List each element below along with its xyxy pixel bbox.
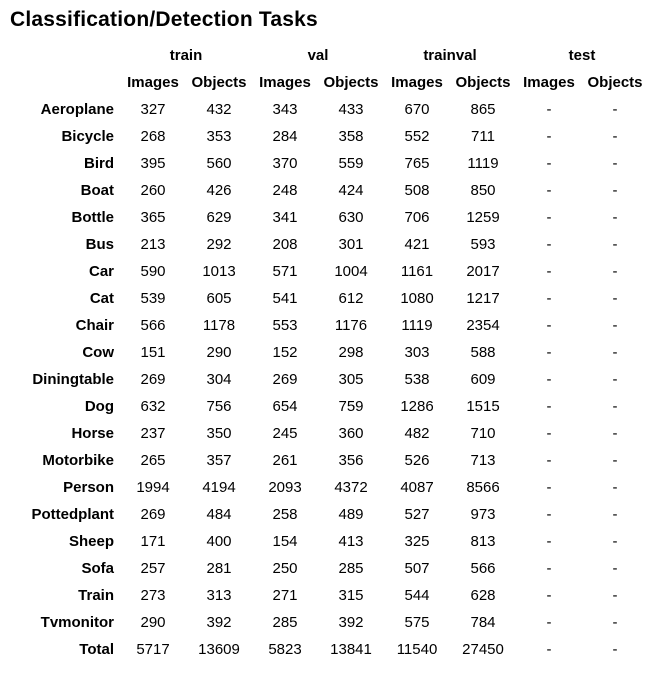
table-row (8, 528, 648, 555)
cell-value: - (612, 641, 618, 658)
row-label: Sheep (68, 533, 114, 550)
cell-value: - (612, 533, 618, 550)
cell-value: - (612, 209, 618, 226)
cell-value: - (546, 290, 552, 307)
cell-value: 566 (140, 317, 166, 334)
cell-value: 356 (338, 452, 364, 469)
subheader-train-objects: Objects (191, 74, 247, 91)
total-row (8, 636, 648, 663)
cell-value: 5717 (136, 641, 170, 658)
cell-value: 2017 (466, 263, 500, 280)
cell-value: 248 (272, 182, 298, 199)
cell-value: 560 (206, 155, 232, 172)
group-header-test: test (568, 47, 596, 64)
cell-value: 628 (470, 587, 496, 604)
cell-value: 269 (272, 371, 298, 388)
table-row (8, 393, 648, 420)
table-row (8, 204, 648, 231)
group-header-row (8, 42, 648, 69)
cell-value: 526 (404, 452, 430, 469)
cell-value: 432 (206, 101, 232, 118)
cell-value: 305 (338, 371, 364, 388)
cell-value: 343 (272, 101, 298, 118)
cell-value: 507 (404, 560, 430, 577)
cell-value: 973 (470, 506, 496, 523)
row-label: Tvmonitor (40, 614, 114, 631)
table-row (8, 150, 648, 177)
cell-value: 27450 (462, 641, 504, 658)
cell-value: - (612, 506, 618, 523)
row-label: Pottedplant (31, 506, 114, 523)
cell-value: 4372 (334, 479, 368, 496)
cell-value: 152 (272, 344, 298, 361)
row-label: Diningtable (32, 371, 114, 388)
cell-value: 850 (470, 182, 496, 199)
cell-value: 301 (338, 236, 364, 253)
table-row (8, 582, 648, 609)
table-row (8, 231, 648, 258)
table-row (8, 96, 648, 123)
row-label: Train (78, 587, 114, 604)
cell-value: 1161 (400, 263, 434, 280)
cell-value: 290 (206, 344, 232, 361)
row-label: Aeroplane (40, 101, 114, 118)
cell-value: 552 (404, 128, 430, 145)
cell-value: 484 (206, 506, 232, 523)
cell-value: - (546, 263, 552, 280)
cell-value: - (612, 398, 618, 415)
cell-value: - (612, 344, 618, 361)
row-label: Bird (84, 155, 114, 172)
cell-value: - (546, 587, 552, 604)
cell-value: 1004 (334, 263, 368, 280)
cell-value: 285 (272, 614, 298, 631)
cell-value: 710 (470, 425, 496, 442)
cell-value: 609 (470, 371, 496, 388)
row-label: Boat (80, 182, 114, 199)
cell-value: 575 (404, 614, 430, 631)
row-label: Sofa (81, 560, 114, 577)
cell-value: - (546, 182, 552, 199)
table-row (8, 420, 648, 447)
cell-value: - (546, 128, 552, 145)
cell-value: - (546, 101, 552, 118)
cell-value: 424 (338, 182, 364, 199)
cell-value: - (612, 182, 618, 199)
cell-value: 151 (140, 344, 166, 361)
table-row (8, 609, 648, 636)
subheader-trainval-images: Images (391, 74, 443, 91)
cell-value: - (546, 533, 552, 550)
cell-value: 2354 (466, 317, 500, 334)
cell-value: 482 (404, 425, 430, 442)
cell-value: 350 (206, 425, 232, 442)
cell-value: 706 (404, 209, 430, 226)
table-row (8, 555, 648, 582)
cell-value: - (612, 317, 618, 334)
cell-value: - (546, 506, 552, 523)
cell-value: - (546, 425, 552, 442)
table-row (8, 447, 648, 474)
cell-value: 4194 (202, 479, 236, 496)
cell-value: 365 (140, 209, 166, 226)
subheader-val-objects: Objects (323, 74, 379, 91)
cell-value: 261 (272, 452, 298, 469)
cell-value: - (546, 344, 552, 361)
cell-value: 353 (206, 128, 232, 145)
cell-value: 433 (338, 101, 364, 118)
cell-value: - (546, 641, 552, 658)
cell-value: 13841 (330, 641, 372, 658)
cell-value: 629 (206, 209, 232, 226)
cell-value: 273 (140, 587, 166, 604)
cell-value: - (546, 398, 552, 415)
cell-value: 1217 (466, 290, 500, 307)
table-body (8, 96, 648, 663)
cell-value: 632 (140, 398, 166, 415)
cell-value: - (546, 371, 552, 388)
cell-value: 421 (404, 236, 430, 253)
cell-value: 341 (272, 209, 298, 226)
cell-value: 313 (206, 587, 232, 604)
cell-value: 1119 (401, 317, 433, 334)
subheader-trainval-objects: Objects (455, 74, 511, 91)
cell-value: 1994 (136, 479, 170, 496)
cell-value: 13609 (198, 641, 240, 658)
subheader-row (8, 69, 648, 96)
subheader-train-images: Images (127, 74, 179, 91)
cell-value: 370 (272, 155, 298, 172)
row-label: Cat (89, 290, 114, 307)
cell-value: 670 (404, 101, 430, 118)
subheader-val-images: Images (259, 74, 311, 91)
cell-value: 759 (338, 398, 364, 415)
table-row (8, 339, 648, 366)
subheader-test-images: Images (523, 74, 575, 91)
cell-value: - (612, 452, 618, 469)
cell-value: - (612, 290, 618, 307)
cell-value: - (612, 587, 618, 604)
cell-value: 154 (272, 533, 298, 550)
cell-value: 357 (206, 452, 232, 469)
cell-value: 284 (272, 128, 298, 145)
cell-value: 2093 (268, 479, 302, 496)
cell-value: 865 (470, 101, 496, 118)
corner-cell (8, 42, 120, 69)
cell-value: - (546, 479, 552, 496)
cell-value: 1080 (400, 290, 434, 307)
cell-value: 5823 (268, 641, 302, 658)
cell-value: - (612, 236, 618, 253)
group-header-val: val (307, 47, 329, 64)
cell-value: - (612, 425, 618, 442)
cell-value: 566 (470, 560, 496, 577)
cell-value: 612 (338, 290, 364, 307)
cell-value: 1178 (202, 317, 236, 334)
cell-value: 8566 (466, 479, 500, 496)
table-row (8, 501, 648, 528)
cell-value: - (612, 614, 618, 631)
cell-value: 571 (272, 263, 298, 280)
cell-value: 711 (471, 128, 495, 145)
cell-value: - (612, 479, 618, 496)
row-label: Bicycle (61, 128, 114, 145)
cell-value: 413 (338, 533, 364, 550)
cell-value: 559 (338, 155, 364, 172)
cell-value: 304 (206, 371, 232, 388)
group-header-train: train (169, 47, 203, 64)
cell-value: 268 (140, 128, 166, 145)
cell-value: 630 (338, 209, 364, 226)
table-head (8, 42, 648, 96)
subheader-test-objects: Objects (587, 74, 643, 91)
cell-value: 303 (404, 344, 430, 361)
row-label: Car (88, 263, 114, 280)
cell-value: 1286 (400, 398, 434, 415)
cell-value: - (612, 371, 618, 388)
cell-value: - (546, 560, 552, 577)
page-title: Classification/Detection Tasks (10, 8, 318, 31)
cell-value: 260 (140, 182, 166, 199)
row-label: Chair (75, 317, 114, 334)
corner-cell (8, 69, 120, 96)
cell-value: - (612, 155, 618, 172)
cell-value: 11540 (396, 641, 438, 658)
cell-value: 285 (338, 560, 364, 577)
cell-value: 271 (272, 587, 298, 604)
cell-value: 1515 (466, 398, 500, 415)
cell-value: 713 (470, 452, 496, 469)
cell-value: 544 (404, 587, 430, 604)
table-row (8, 474, 648, 501)
cell-value: 590 (140, 263, 166, 280)
cell-value: 400 (206, 533, 232, 550)
cell-value: 392 (338, 614, 364, 631)
cell-value: - (546, 452, 552, 469)
cell-value: 756 (206, 398, 232, 415)
cell-value: 325 (404, 533, 430, 550)
table-row (8, 366, 648, 393)
dataset-stats-table (8, 42, 648, 663)
table-row (8, 177, 648, 204)
cell-value: 290 (140, 614, 166, 631)
cell-value: - (612, 263, 618, 280)
cell-value: 765 (404, 155, 430, 172)
cell-value: 208 (272, 236, 298, 253)
cell-value: 605 (206, 290, 232, 307)
cell-value: - (612, 101, 618, 118)
cell-value: 392 (206, 614, 232, 631)
cell-value: 360 (338, 425, 364, 442)
cell-value: 298 (338, 344, 364, 361)
cell-value: 327 (140, 101, 166, 118)
table-row (8, 312, 648, 339)
table-row (8, 123, 648, 150)
row-label: Bottle (71, 209, 114, 226)
row-label: Horse (71, 425, 114, 442)
cell-value: - (546, 317, 552, 334)
cell-value: 257 (140, 560, 166, 577)
cell-value: 245 (272, 425, 298, 442)
cell-value: 269 (140, 371, 166, 388)
cell-value: 1176 (334, 317, 368, 334)
cell-value: 1119 (467, 155, 499, 172)
cell-value: 588 (470, 344, 496, 361)
cell-value: 541 (272, 290, 298, 307)
cell-value: 813 (470, 533, 496, 550)
cell-value: 315 (338, 587, 364, 604)
row-label: Motorbike (42, 452, 114, 469)
cell-value: 1013 (202, 263, 236, 280)
cell-value: 489 (338, 506, 364, 523)
cell-value: - (612, 560, 618, 577)
cell-value: - (546, 236, 552, 253)
cell-value: 213 (140, 236, 166, 253)
cell-value: 358 (338, 128, 364, 145)
cell-value: - (546, 614, 552, 631)
cell-value: 654 (272, 398, 298, 415)
table-row (8, 285, 648, 312)
cell-value: 553 (272, 317, 298, 334)
cell-value: 593 (470, 236, 496, 253)
cell-value: 508 (404, 182, 430, 199)
cell-value: 258 (272, 506, 298, 523)
row-label: Person (63, 479, 114, 496)
cell-value: 4087 (400, 479, 434, 496)
cell-value: 539 (140, 290, 166, 307)
cell-value: 395 (140, 155, 166, 172)
row-label: Dog (84, 398, 114, 415)
cell-value: 1259 (466, 209, 500, 226)
cell-value: 426 (206, 182, 232, 199)
cell-value: 281 (206, 560, 232, 577)
cell-value: 538 (404, 371, 430, 388)
cell-value: 265 (140, 452, 166, 469)
cell-value: - (546, 155, 552, 172)
table-row (8, 258, 648, 285)
row-label: Total (79, 641, 114, 658)
cell-value: 171 (140, 533, 166, 550)
cell-value: 292 (206, 236, 232, 253)
cell-value: 250 (272, 560, 298, 577)
cell-value: 784 (470, 614, 496, 631)
cell-value: - (546, 209, 552, 226)
cell-value: 269 (140, 506, 166, 523)
cell-value: - (612, 128, 618, 145)
cell-value: 237 (140, 425, 166, 442)
row-label: Bus (85, 236, 114, 253)
cell-value: 527 (404, 506, 430, 523)
group-header-trainval: trainval (423, 47, 477, 64)
row-label: Cow (82, 344, 114, 361)
